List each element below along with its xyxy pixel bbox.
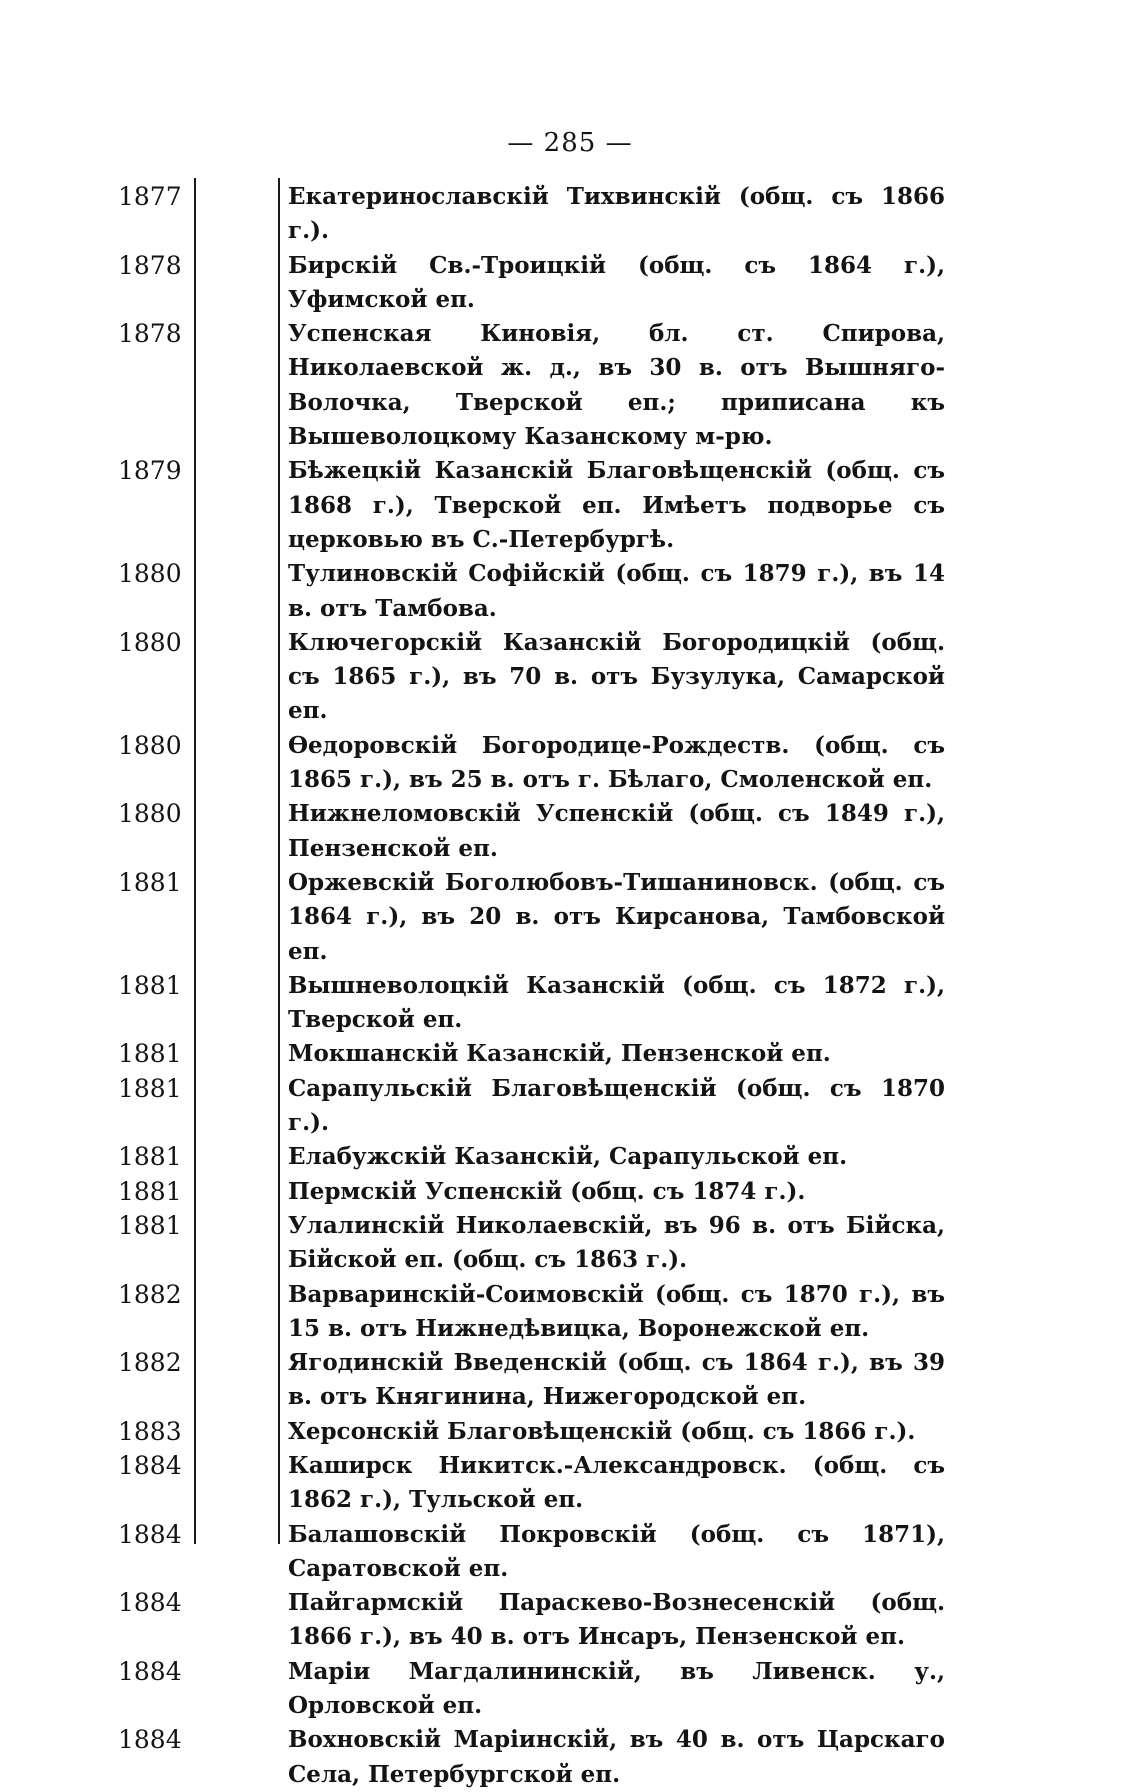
entry-year: 1880	[118, 730, 182, 760]
monastery-list	[0, 180, 1140, 1792]
page-number: — 285 —	[507, 128, 633, 158]
list-item	[0, 317, 1140, 454]
list-item	[0, 1072, 1140, 1141]
entry-year: 1884	[118, 1519, 182, 1549]
entry-year: 1880	[118, 799, 182, 829]
entry-text: Бирскій Св.-Троицкій (общ. съ 1864 г.), Уфимской еп.	[288, 251, 945, 313]
entry-text: Пермскій Успенскій (общ. съ 1874 г.).	[288, 1177, 806, 1205]
entry-text: Маріи Магдалининскій, въ Ливенск. у., Орловской еп.	[288, 1657, 945, 1720]
entry-text: Ѳедоровскій Богородице-Рождеств. (общ. съ 1865 г.), въ 25 в. отъ г. Бѣлаго, Смоленской еп.	[288, 731, 945, 794]
entry-year: 1879	[118, 456, 182, 486]
entry-year: 1880	[118, 627, 182, 657]
entry-year: 1884	[118, 1656, 182, 1686]
entry-year: 1882	[118, 1348, 182, 1378]
list-item	[0, 557, 1140, 626]
list-item	[0, 180, 1140, 249]
list-item	[0, 1723, 1140, 1792]
list-item	[0, 249, 1140, 318]
entry-text: Каширск Никитск.-Александровск. (общ. съ 1862 г.), Тульской еп.	[288, 1451, 945, 1514]
list-item	[0, 1518, 1140, 1587]
entry-year: 1878	[118, 250, 182, 280]
entry-text: Вышневолоцкій Казанскій (общ. съ 1872 г.), Тверской еп.	[288, 971, 945, 1034]
entry-year: 1878	[118, 319, 182, 349]
list-item	[0, 1655, 1140, 1724]
entry-text: Варваринскій-Соимовскій (общ. съ 1870 г.), въ 15 в. отъ Нижнедѣвицка, Воронежской еп.	[288, 1280, 945, 1342]
list-item	[0, 454, 1140, 557]
entry-text: Вохновскій Маріинскій, въ 40 в. отъ Царскаго Села, Петербургской еп.	[288, 1726, 945, 1788]
list-item	[0, 1586, 1140, 1655]
list-item	[0, 1278, 1140, 1347]
entry-text: Оржевскій Боголюбовъ-Тишаниновск. (общ. съ 1864 г.), въ 20 в. отъ Кирсанова, Тамбовской еп.	[288, 868, 945, 965]
entry-year: 1881	[118, 970, 182, 1000]
entry-year: 1882	[118, 1279, 182, 1309]
entry-text: Успенская Киновія, бл. ст. Спирова, Николаевской ж. д., въ 30 в. отъ Вышняго-Волочка, Тверской еп.; приписана къ Вышеволоцкому Казанскому м-рю.	[288, 320, 945, 451]
entry-year: 1881	[118, 1176, 182, 1206]
list-item	[0, 1449, 1140, 1518]
entry-text: Мокшанскій Казанскій, Пензенской еп.	[288, 1040, 831, 1068]
entry-year: 1881	[118, 1073, 182, 1103]
list-item	[0, 797, 1140, 866]
list-item	[0, 1140, 1140, 1174]
entry-text: Елабужскій Казанскій, Сарапульской еп.	[288, 1143, 848, 1171]
entry-text: Пайгармскій Параскево-Вознесенскій (общ. 1866 г.), въ 40 в. отъ Инсаръ, Пензенской еп.	[288, 1589, 945, 1651]
entry-year: 1881	[118, 867, 182, 897]
list-item	[0, 1415, 1140, 1449]
list-item	[0, 626, 1140, 729]
entry-year: 1881	[118, 1142, 182, 1172]
list-item	[0, 1175, 1140, 1209]
list-item	[0, 866, 1140, 969]
entry-year: 1883	[118, 1416, 182, 1446]
list-item	[0, 1346, 1140, 1415]
list-item	[0, 1209, 1140, 1278]
entry-year: 1884	[118, 1450, 182, 1480]
entry-text: Тулиновскій Софійскій (общ. съ 1879 г.), въ 14 в. отъ Тамбова.	[288, 560, 945, 622]
entry-year: 1884	[118, 1588, 182, 1618]
entry-text: Ключегорскій Казанскій Богородицкій (общ. съ 1865 г.), въ 70 в. отъ Бузулука, Самарской еп.	[288, 628, 945, 725]
list-item	[0, 1037, 1140, 1071]
entry-text: Нижнеломовскій Успенскій (общ. съ 1849 г.), Пензенской еп.	[288, 800, 945, 862]
list-item	[0, 969, 1140, 1038]
list-item	[0, 729, 1140, 798]
entry-text: Херсонскій Благовѣщенскій (общ. съ 1866 г.).	[288, 1417, 916, 1445]
entry-year: 1881	[118, 1039, 182, 1069]
entry-text: Балашовскій Покровскій (общ. съ 1871), Саратовской еп.	[288, 1520, 945, 1582]
entry-year: 1881	[118, 1210, 182, 1240]
entry-year: 1880	[118, 559, 182, 589]
entry-text: Сарапульскій Благовѣщенскій (общ. съ 1870 г.).	[288, 1074, 945, 1137]
entry-text: Ягодинскій Введенскій (общ. съ 1864 г.), въ 39 в. отъ Княгинина, Нижегородской еп.	[288, 1349, 945, 1411]
entry-text: Екатеринославскій Тихвинскій (общ. съ 1866 г.).	[288, 183, 945, 245]
entry-year: 1877	[118, 182, 182, 211]
entry-text: Бѣжецкій Казанскій Благовѣщенскій (общ. съ 1868 г.), Тверской еп. Имѣетъ подворье съ церковью въ С.-Петербургѣ.	[288, 457, 945, 553]
entry-year: 1884	[118, 1725, 182, 1755]
entry-text: Улалинскій Николаевскій, въ 96 в. отъ Бійска, Бійской еп. (общ. съ 1863 г.).	[288, 1211, 945, 1274]
